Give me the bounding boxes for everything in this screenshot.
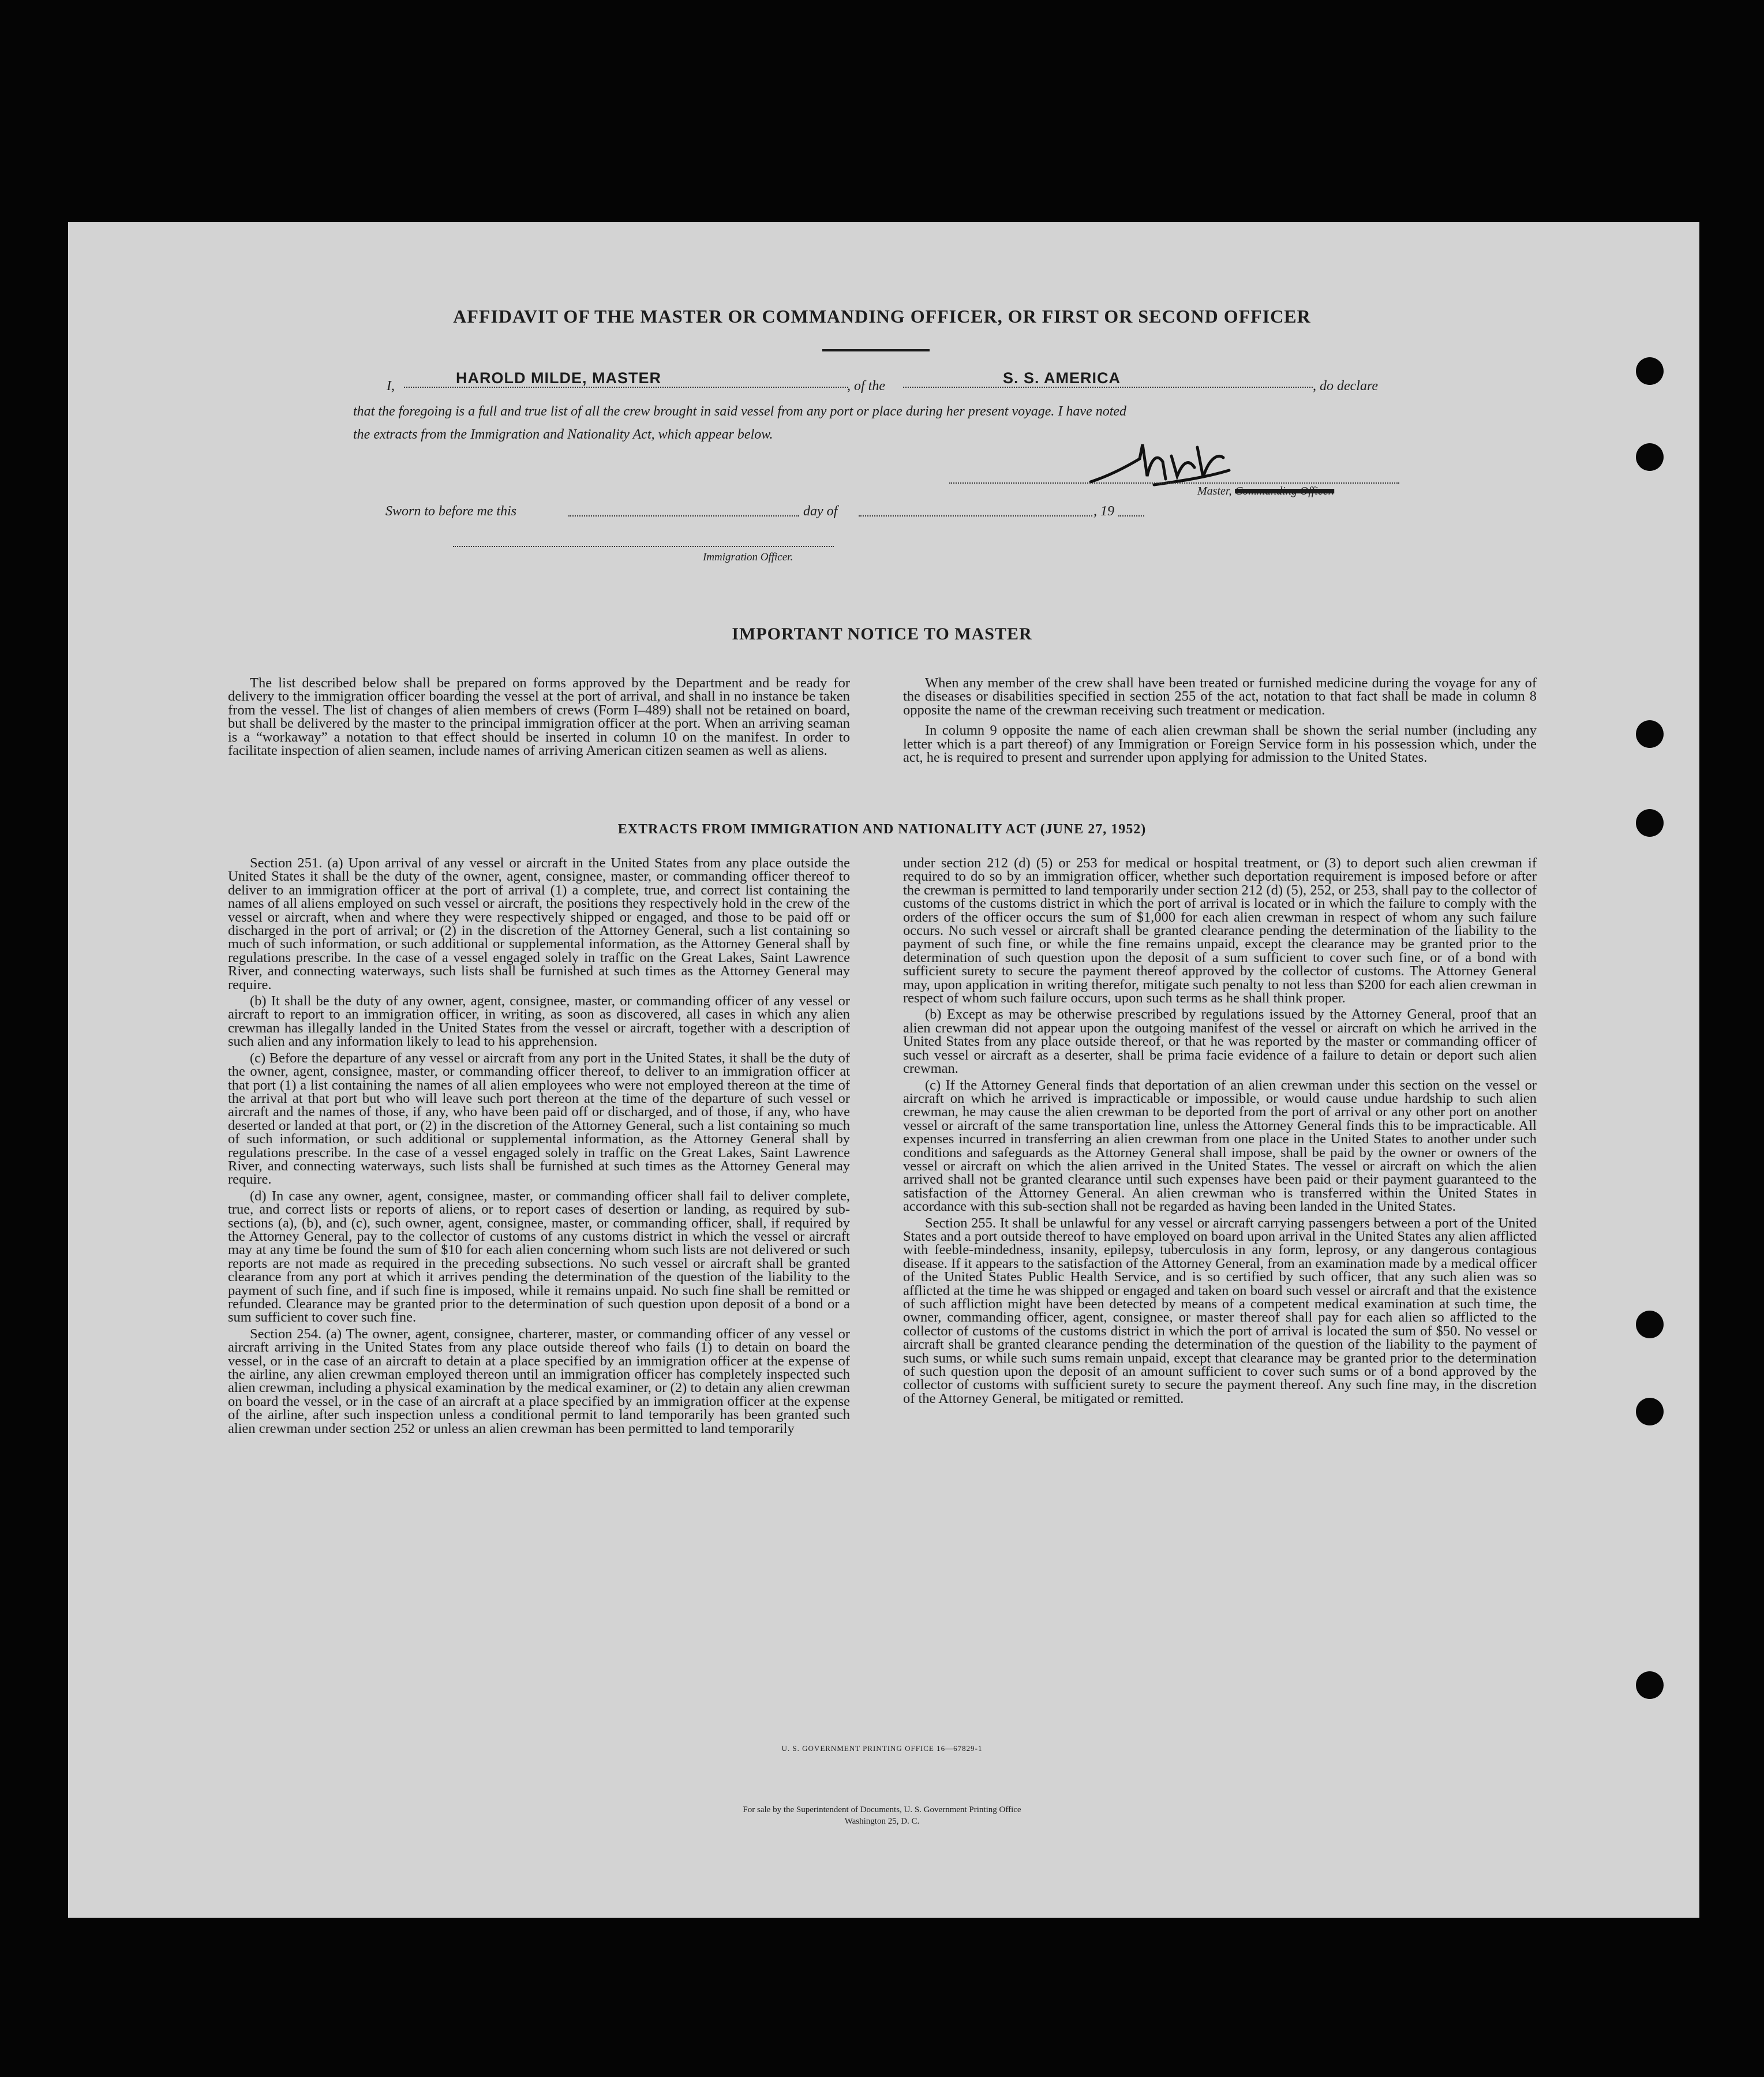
extracts-left-column — [228, 856, 850, 1438]
binder-hole — [1636, 357, 1664, 385]
extracts-title: EXTRACTS FROM IMMIGRATION AND NATIONALITY ACT (JUNE 27, 1952) — [617, 822, 1147, 837]
vessel-name-field[interactable]: S. S. AMERICA — [1003, 369, 1121, 387]
notice-paragraph: When any member of the crew shall have been treated or furnished medicine during the voyage for any of the diseases or disabilities specified in section 255 of the act, notation to that fact shall be made in column 8 opposite the name of the crewman receiving such treatment or medication. — [903, 675, 1537, 718]
i-label: I, — [387, 379, 395, 394]
act-section-paragraph: (b) It shall be the duty of any owner, agent, consignee, master, or commanding officer of any vessel or aircraft to report to an immigration officer, in writing, as soon as discovered, all cases in which any alien crewman has illegally landed in the United States from the vessel or aircraft, together with a description of such alien and any information likely to lead to his apprehension. — [228, 993, 850, 1050]
extracts-right-column — [903, 856, 1537, 1408]
master-caption: Master, — [1197, 485, 1232, 497]
binder-hole — [1636, 1311, 1664, 1338]
act-section-paragraph: Section 251. (a) Upon arrival of any vessel or aircraft in the United States from any place outside the United States it shall be the duty of the owner, agent, consignee, master, or commanding officer thereof to deliver to an immigration officer at the port of arrival (1) a complete, true, and correct list containing the names of all aliens employed on such vessel or aircraft, the positions they respectively hold in the crew of the vessel or aircraft, when and where they were respectively shipped or engaged, and those to be paid off or discharged in the port of arrival; or (2) in the discretion of the Attorney General, such a list containing so much of such information, or such additional or supplemental information, as the Attorney General shall by regulations prescribe. In the case of a vessel engaged solely in traffic on the Great Lakes, Saint Lawrence River, and connecting waterways, such lists shall be furnished at such times as the Attorney General may require. — [228, 855, 850, 993]
declaration-line-2: the extracts from the Immigration and Nationality Act, which appear below. — [353, 427, 773, 442]
act-section-paragraph: (d) In case any owner, agent, consignee, master, or commanding officer shall fail to deliver complete, true, and correct lists or reports of aliens, or to report cases of desertion or landing, as required by sub-sections (a), (b), and (c), such owner, agent, consignee, master, or commanding officer, shall, if required by the Attorney General, pay to the collector of customs of any customs district in which the vessel or aircraft may at any time be found the sum of $10 for each alien concerning whom such lists are not delivered or such reports are not made as required in the preceding subsections. No such vessel or aircraft shall be granted clearance from any port at which it arrives pending the determination of the question of the liability to the payment of such fine, and if such fine is imposed, while it remains unpaid. No such fine shall be remitted or refunded. Clearance may be granted prior to the determination of such question upon deposit of a bond or a sum sufficient to cover such fine. — [228, 1188, 850, 1326]
master-name-field[interactable]: HAROLD MILDE, MASTER — [456, 369, 661, 387]
officer-signature-line — [453, 546, 834, 547]
sworn-label: Sworn to before me this — [385, 504, 517, 519]
notice-paragraph: In column 9 opposite the name of each alien crewman shall be shown the serial number (including any letter which is a part thereof) of any Immigration or Foreign Service form in his possession which, under the act, he is required to present and surrender upon applying for admission to the United States. — [903, 723, 1537, 766]
sworn-month-line[interactable] — [859, 515, 1092, 517]
officer-caption: Immigration Officer. — [703, 551, 793, 563]
act-section-paragraph: Section 254. (a) The owner, agent, consignee, charterer, master, or commanding officer of any vessel or aircraft arriving in the United States from any place outside thereof who fails (1) to detain on board the vessel, or in the case of an aircraft to detain at a place specified by an immigration officer at the expense of the airline, any alien crewman employed thereon until an immigration officer has completely inspected such alien crewman, including a physical examination by the medical examiner, or (2) to detain any alien crewman on board the vessel, or in the case of an aircraft at a place specified by an immigration officer at the expense of the airline, after such inspection unless a conditional permit to land temporarily has been granted such alien crewman under section 252 or unless an alien crewman has been permitted to land temporarily — [228, 1326, 850, 1436]
do-declare-label: , do declare — [1313, 379, 1379, 394]
notice-title: IMPORTANT NOTICE TO MASTER — [732, 624, 1032, 643]
signature-line — [949, 482, 1399, 484]
notice-right-column — [903, 676, 1537, 767]
act-section-paragraph: (c) Before the departure of any vessel or aircraft from any port in the United States, it shall be the duty of the owner, agent, consignee, master, or commanding officer thereof, to deliver to an immigration officer at that port (1) a list containing the names of all alien employees who were not employed thereon at the time of the arrival at that port but who will leave such port thereon at the time of the departure of such vessel or aircraft and the names of those, if any, who have been paid off or discharged, and of those, if any, who have deserted or landed at that port, or (2) in the discretion of the Attorney General, such a list containing so much of such information, or such additional or supplemental information, as the Attorney General shall by regulations prescribe. In the case of a vessel engaged solely in traffic on the Great Lakes, Saint Lawrence River, and connecting waterways, such lists shall be furnished at such times as the Attorney General may require. — [228, 1050, 850, 1188]
sale-line-1: For sale by the Superintendent of Documents, U. S. Government Printing Office — [743, 1805, 1021, 1814]
title-rule — [822, 349, 930, 351]
act-section-paragraph: (b) Except as may be otherwise prescribed by regulations issued by the Attorney General, proof that an alien crewman did not appear upon the outgoing manifest of the vessel or aircraft on which he arrived in the United States from any place outside thereof, or that he was reported by the master or commanding officer of such vessel or aircraft as a deserter, shall be prima facie evidence of a failure to detain or deport such alien crewman. — [903, 1006, 1537, 1077]
sworn-year-line[interactable] — [1118, 515, 1144, 517]
sworn-day-line[interactable] — [568, 515, 799, 517]
day-of-label: day of — [803, 504, 838, 519]
notice-paragraph: The list described below shall be prepared on forms approved by the Department and be ready for delivery to the immigration officer boarding the vessel at the port of arrival, and shall in no instance be taken from the vessel. The list of changes of alien members of crews (Form I–489) shall not be retained on board, but shall be delivered by the master to the principal immigration officer at the port. When an arriving seaman is a “workaway” a notation to that effect should be inserted in column 10 on the manifest. In order to facilitate inspection of alien seamen, include names of arriving American citizen seamen as well as aliens. — [228, 675, 850, 759]
notice-left-column — [228, 676, 850, 760]
binder-hole — [1636, 443, 1664, 471]
of-the-label: , of the — [847, 379, 885, 394]
act-section-paragraph: (c) If the Attorney General finds that deportation of an alien crewman under this section on the vessel or aircraft on which he arrived is impracticable or impossible, or would cause undue hardship to such alien crewman, he may cause the alien crewman to be deported from the port of arrival or any other port on another vessel or aircraft of the same transportation line, unless the Attorney General finds this to be impracticable. All expenses incurred in transferring an alien crewman from one place in the United States to another under such conditions and safeguards as the Attorney General shall impose, shall be paid by the owner or owners of the vessel or aircraft on which the alien arrived in the United States. The vessel or aircraft on which the alien arrived shall not be granted clearance until such expenses have been paid or their payment guaranteed to the satisfaction of the Attorney General. An alien crewman who is transferred within the United States in accordance with this sub-section shall not be regarded as having been landed in the United States. — [903, 1077, 1537, 1215]
affidavit-title: AFFIDAVIT OF THE MASTER OR COMMANDING OFFICER, OR FIRST OR SECOND OFFICER — [453, 306, 1311, 327]
binder-hole — [1636, 1671, 1664, 1699]
act-section-paragraph: Section 255. It shall be unlawful for any vessel or aircraft carrying passengers between a port of the United States and a port outside thereof to have employed on board upon arrival in the United States any alien afflicted with feeble-mindedness, insanity, epilepsy, tuberculosis in any form, leprosy, or any dangerous contagious disease. If it appears to the satisfaction of the Attorney General, from an examination made by a medical officer of the United States Public Health Service, and is so certified by such officer, that any such alien was so afflicted at the time he was shipped or engaged and taken on board such vessel or aircraft and that the existence of such affliction might have been detected by means of a competent medical examination at such time, the owner, commanding officer, agent, consignee, or master thereof shall pay for each alien so afflicted to the collector of customs of the customs district in which the port of arrival is located the sum of $50. No vessel or aircraft shall be granted clearance pending the determination of the question of the liability to the payment of such sums, or while such sums remain unpaid, except that clearance may be granted prior to the determination of such question upon the deposit of an amount sufficient to cover such sums or of a bond approved by the collector of customs with sufficient surety to secure the payment thereof. Any such fine may, in the discretion of the Attorney General, be mitigated or remitted. — [903, 1215, 1537, 1406]
year-label: , 19 — [1093, 504, 1114, 519]
sale-line-2: Washington 25, D. C. — [844, 1817, 920, 1826]
struck-title: Commanding Officer. — [1235, 485, 1335, 497]
declaration-line-1: that the foregoing is a full and true list of all the crew brought in said vessel from any port or place during her present voyage. I have noted — [353, 404, 1127, 419]
printer-line: U. S. GOVERNMENT PRINTING OFFICE 16—67829-1 — [781, 1744, 983, 1753]
binder-hole — [1636, 720, 1664, 748]
binder-hole — [1636, 1398, 1664, 1425]
act-section-paragraph: under section 212 (d) (5) or 253 for medical or hospital treatment, or (3) to deport such alien crewman if required to do so by an immigration officer, whether such deportation requirement is imposed before or after the crewman is permitted to land temporarily under section 212 (d) (5), 252, or 253, shall pay to the collector of customs of the customs district in which the port of arrival is located or in which the failure to comply with the orders of the officer occurs the sum of $1,000 for each alien crewman in respect of whom any such failure occurs. No such vessel or aircraft shall be granted clearance pending the determination of the liability to the payment of such fine, or while the fine remains unpaid, except the clearance may be granted prior to the determination of such question upon the deposit of a sum sufficient to cover such fine, or of a bond with sufficient surety to secure the payment thereof approved by the collector of customs. The Attorney General may, upon application in writing therefor, mitigate such penalty to not less than $200 for each alien crewman in respect of whom such failure occurs, upon such terms as he shall think proper. — [903, 855, 1537, 1006]
